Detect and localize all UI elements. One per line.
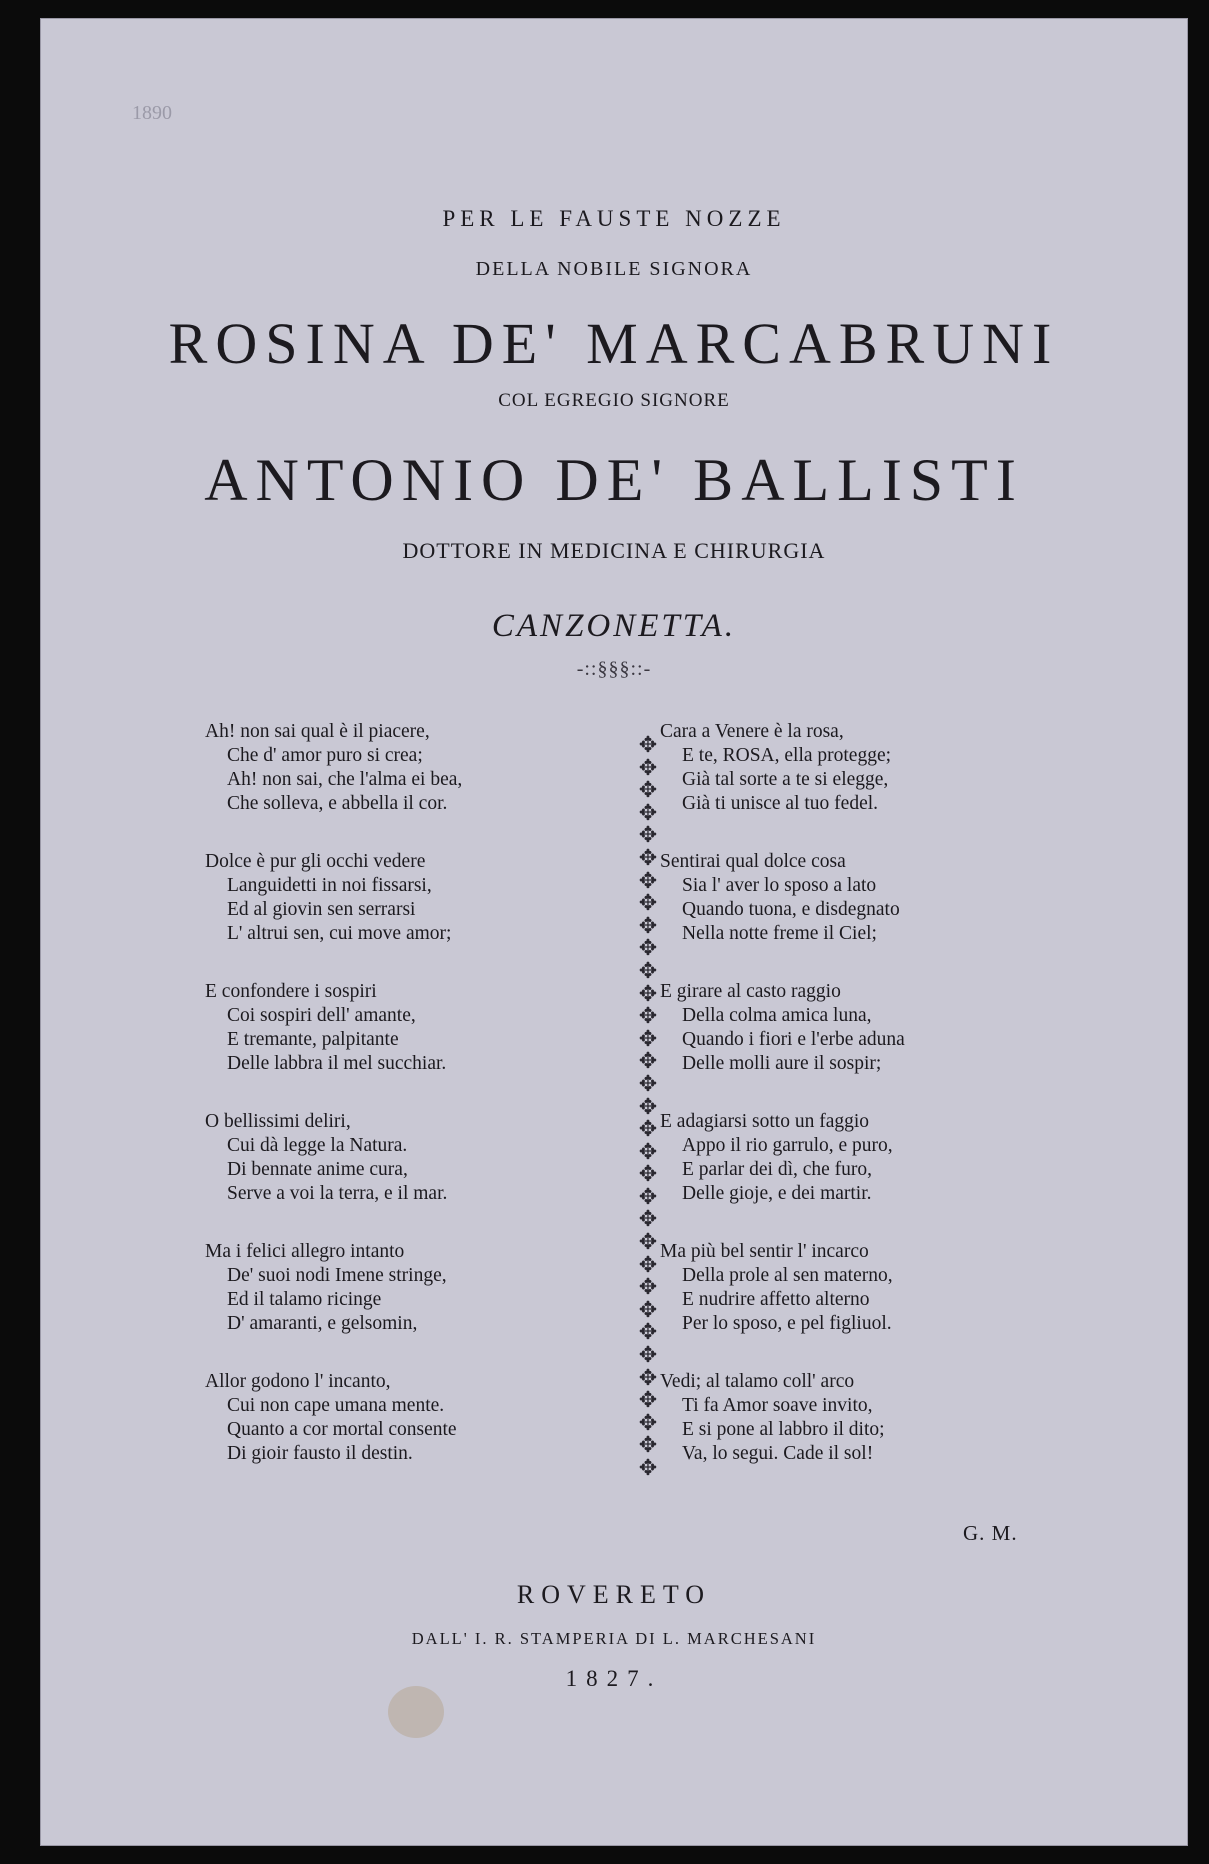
cross-ornament-column — [634, 734, 662, 1480]
cross-ornament-icon: ✥ — [638, 935, 658, 961]
verse-line: Delle gioje, e dei martir. — [682, 1183, 872, 1204]
verse-line: Ma più bel sentir l' incarco — [660, 1241, 869, 1262]
stanza — [205, 1370, 457, 1466]
stanza — [205, 980, 446, 1076]
cross-ornament-icon: ✥ — [638, 1251, 658, 1277]
stanza — [660, 850, 900, 946]
verse-line: Sentirai qual dolce cosa — [660, 851, 846, 872]
place-of-printing: ROVERETO — [516, 1580, 712, 1609]
printing-year: 1827. — [565, 1666, 663, 1691]
stanza — [660, 980, 905, 1076]
cross-ornament-icon: ✥ — [638, 980, 658, 1006]
printer-line: DALL' I. R. STAMPERIA DI L. MARCHESANI — [411, 1629, 817, 1648]
verse-line: Ti fa Amor soave invito, — [682, 1395, 873, 1416]
stanza — [205, 720, 462, 816]
verse-line: Delle labbra il mel succhiar. — [227, 1053, 447, 1074]
stanza — [205, 1240, 447, 1336]
verse-line: Di bennate anime cura, — [227, 1159, 408, 1180]
cross-ornament-icon: ✥ — [638, 777, 658, 803]
signature: G. M. — [963, 1521, 1018, 1545]
cross-ornament-icon: ✥ — [638, 1093, 658, 1119]
verse-line: L' altrui sen, cui move amor; — [227, 923, 452, 944]
verse-line: Quanto a cor mortal consente — [227, 1419, 457, 1440]
verse-line: Va, lo segui. Cade il sol! — [682, 1443, 874, 1464]
verse-line: Della colma amica luna, — [682, 1005, 872, 1026]
cross-ornament-icon: ✥ — [638, 1183, 658, 1209]
cross-ornament-icon: ✥ — [638, 1342, 658, 1368]
cross-ornament-icon: ✥ — [638, 1003, 658, 1029]
connector-line: COL EGREGIO SIGNORE — [498, 390, 730, 411]
verse-line: E tremante, palpitante — [227, 1029, 399, 1050]
stanza — [205, 1110, 447, 1206]
cross-ornament-icon: ✥ — [638, 1274, 658, 1300]
cross-ornament-icon: ✥ — [638, 867, 658, 893]
verse-line: Ed al giovin sen serrarsi — [227, 899, 416, 920]
bride-name: ROSINA DE' MARCABRUNI — [168, 311, 1060, 376]
cross-ornament-icon: ✥ — [638, 1409, 658, 1435]
stanza — [660, 720, 891, 816]
cross-ornament-icon: ✥ — [638, 822, 658, 848]
stanza — [660, 1240, 893, 1336]
verse-line: Ma i felici allegro intanto — [205, 1241, 405, 1262]
cross-ornament-icon: ✥ — [638, 799, 658, 825]
cross-ornament-icon: ✥ — [638, 754, 658, 780]
cross-ornament-icon: ✥ — [638, 1070, 658, 1096]
cross-ornament-icon: ✥ — [638, 1296, 658, 1322]
verse-line: E parlar dei dì, che furo, — [682, 1159, 873, 1180]
verse-line: Della prole al sen materno, — [682, 1265, 893, 1286]
genre-title: CANZONETTA. — [491, 608, 737, 644]
verse-line: Allor godono l' incanto, — [205, 1371, 391, 1392]
verse-line: D' amaranti, e gelsomin, — [227, 1313, 418, 1334]
verse-line: E nudrire affetto alterno — [682, 1289, 870, 1310]
cross-ornament-icon: ✥ — [638, 1025, 658, 1051]
verse-line: Appo il rio garrulo, e puro, — [682, 1135, 893, 1156]
dedication-line-2: DELLA NOBILE SIGNORA — [475, 258, 753, 280]
verse-line: O bellissimi deliri, — [205, 1111, 351, 1132]
cross-ornament-icon: ✥ — [638, 1364, 658, 1390]
verse-line: Languidetti in noi fissarsi, — [227, 875, 432, 896]
verse-line: E confondere i sospiri — [205, 981, 377, 1002]
cross-ornament-icon: ✥ — [638, 1455, 658, 1480]
verse-line: Già ti unisce al tuo fedel. — [682, 793, 879, 814]
verse-line: Di gioir fausto il destin. — [227, 1443, 413, 1464]
verse-line: Nella notte freme il Ciel; — [682, 923, 877, 944]
fleuron-icon: -::§§§::- — [576, 658, 652, 680]
verse-line: Coi sospiri dell' amante, — [227, 1005, 416, 1026]
cross-ornament-icon: ✥ — [638, 912, 658, 938]
cross-ornament-icon: ✥ — [638, 1387, 658, 1413]
cross-ornament-icon: ✥ — [638, 1229, 658, 1255]
stanza — [205, 850, 451, 946]
verse-line: Ed il talamo ricinge — [227, 1289, 382, 1310]
cross-ornament-icon: ✥ — [638, 1116, 658, 1142]
verse-line: De' suoi nodi Imene stringe, — [227, 1265, 447, 1286]
groom-name: ANTONIO DE' BALLISTI — [204, 447, 1024, 513]
cross-ornament-icon: ✥ — [638, 844, 658, 870]
verse-line: Che d' amor puro si crea; — [227, 745, 423, 766]
cross-ornament-icon: ✥ — [638, 1048, 658, 1074]
verse-line: Dolce è pur gli occhi vedere — [205, 851, 426, 872]
verse-line: Quando i fiori e l'erbe aduna — [682, 1029, 905, 1050]
cross-ornament-icon: ✥ — [638, 1138, 658, 1164]
verse-line: E si pone al labbro il dito; — [682, 1419, 885, 1440]
cross-ornament-icon: ✥ — [638, 1161, 658, 1187]
stain — [388, 1686, 444, 1738]
verse-line: Quando tuona, e disdegnato — [682, 899, 900, 920]
stanza — [660, 1370, 885, 1466]
verse-line: Cui non cape umana mente. — [227, 1395, 445, 1416]
cross-ornament-icon: ✥ — [638, 1319, 658, 1345]
verse-line: Ah! non sai qual è il piacere, — [205, 721, 430, 742]
verse-line: Delle molli aure il sospir; — [682, 1053, 882, 1074]
dedication-line-1: PER LE FAUSTE NOZZE — [442, 206, 786, 231]
verse-line: Vedi; al talamo coll' arco — [660, 1371, 855, 1392]
verse-line: E adagiarsi sotto un faggio — [660, 1111, 870, 1132]
cross-ornament-icon: ✥ — [638, 1206, 658, 1232]
verse-line: Serve a voi la terra, e il mar. — [227, 1183, 448, 1204]
stanza — [660, 1110, 893, 1206]
verse-line: Cui dà legge la Natura. — [227, 1135, 408, 1156]
cross-ornament-icon: ✥ — [638, 732, 658, 757]
verse-line: Per lo sposo, e pel figliuol. — [682, 1313, 892, 1334]
document-sheet — [40, 18, 1188, 1846]
verse-line: Sia l' aver lo sposo a lato — [682, 875, 877, 896]
cross-ornament-icon: ✥ — [638, 957, 658, 983]
cross-ornament-icon: ✥ — [638, 890, 658, 916]
verse-line: Che solleva, e abbella il cor. — [227, 793, 448, 814]
verse-line: Cara a Venere è la rosa, — [660, 721, 844, 742]
verse-line: Già tal sorte a te si elegge, — [682, 769, 889, 790]
verse-line: E girare al casto raggio — [660, 981, 841, 1002]
verse-line: Ah! non sai, che l'alma ei bea, — [227, 769, 463, 790]
archive-mark: 1890 — [132, 102, 172, 124]
cross-ornament-icon: ✥ — [638, 1432, 658, 1458]
verse-line: E te, ROSA, ella protegge; — [682, 745, 892, 766]
groom-title: DOTTORE IN MEDICINA E CHIRURGIA — [402, 538, 826, 563]
